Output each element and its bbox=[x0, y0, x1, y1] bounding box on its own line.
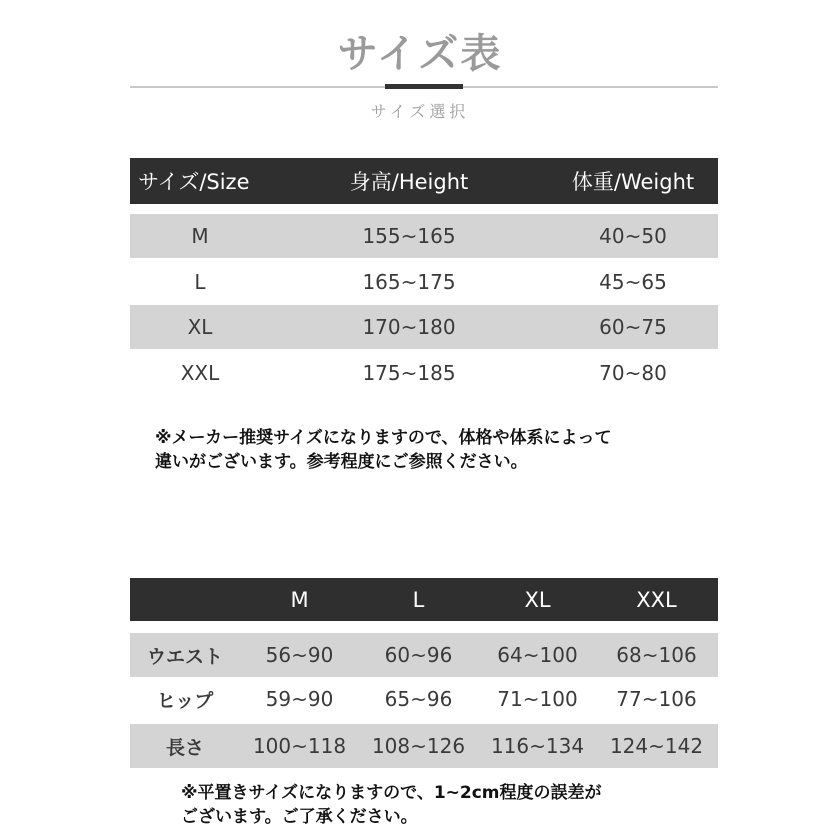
table-row bbox=[130, 305, 718, 349]
value-cell: 100~118 bbox=[252, 734, 347, 758]
value-cell: 60~96 bbox=[384, 643, 453, 667]
table-row bbox=[130, 724, 718, 768]
header-weight: 体重/Weight bbox=[571, 170, 695, 194]
table-row bbox=[130, 214, 718, 258]
weight-cell: 40~50 bbox=[599, 224, 667, 248]
header-height: 身高/Height bbox=[349, 170, 469, 194]
value-cell: 124~142 bbox=[609, 734, 704, 758]
header-size: サイズ/Size bbox=[138, 170, 250, 194]
weight-cell: 60~75 bbox=[599, 315, 667, 339]
row-label-hip: ヒップ bbox=[156, 689, 214, 712]
table-header-row bbox=[130, 158, 718, 204]
height-cell: 155~165 bbox=[362, 224, 456, 248]
size-cell: L bbox=[194, 270, 206, 294]
note-line: 違いがございます。参考程度にご参照ください。 bbox=[155, 452, 528, 472]
note-line: ございます。ご了承ください。 bbox=[181, 807, 418, 827]
table-row bbox=[130, 677, 718, 721]
height-cell: 165~175 bbox=[362, 270, 456, 294]
height-cell: 175~185 bbox=[362, 361, 456, 385]
header-size-xxl: XXL bbox=[636, 587, 677, 612]
title-accent-bar bbox=[385, 84, 463, 89]
value-cell: 77~106 bbox=[616, 687, 697, 711]
size-cell: XL bbox=[187, 315, 213, 339]
value-cell: 116~134 bbox=[490, 734, 585, 758]
page-subtitle: サイズ選択 bbox=[370, 102, 470, 121]
value-cell: 65~96 bbox=[384, 687, 453, 711]
height-cell: 170~180 bbox=[362, 315, 456, 339]
weight-cell: 45~65 bbox=[599, 270, 667, 294]
value-cell: 108~126 bbox=[371, 734, 466, 758]
flat-measure-note bbox=[181, 781, 602, 829]
table-header-row bbox=[130, 578, 718, 621]
row-label-waist: ウエスト bbox=[146, 645, 223, 668]
table-row bbox=[130, 260, 718, 304]
note-line: ※メーカー推奨サイズになりますので、体格や体系によって bbox=[155, 428, 612, 448]
header-size-m: M bbox=[290, 587, 309, 612]
value-cell: 59~90 bbox=[265, 687, 334, 711]
value-cell: 71~100 bbox=[497, 687, 578, 711]
header-size-xl: XL bbox=[524, 587, 551, 612]
size-cell: M bbox=[191, 224, 209, 248]
table-row bbox=[130, 633, 718, 677]
size-cell: XXL bbox=[180, 361, 220, 385]
table-row bbox=[130, 351, 718, 395]
recommendation-note bbox=[155, 426, 612, 474]
row-label-length: 長さ bbox=[165, 736, 204, 759]
weight-cell: 70~80 bbox=[599, 361, 667, 385]
value-cell: 64~100 bbox=[497, 643, 578, 667]
header-size-l: L bbox=[412, 587, 425, 612]
value-cell: 56~90 bbox=[265, 643, 334, 667]
page-title: サイズ表 bbox=[337, 31, 503, 77]
note-line: ※平置きサイズになりますので、1~2cm程度の誤差が bbox=[181, 783, 602, 803]
value-cell: 68~106 bbox=[616, 643, 697, 667]
